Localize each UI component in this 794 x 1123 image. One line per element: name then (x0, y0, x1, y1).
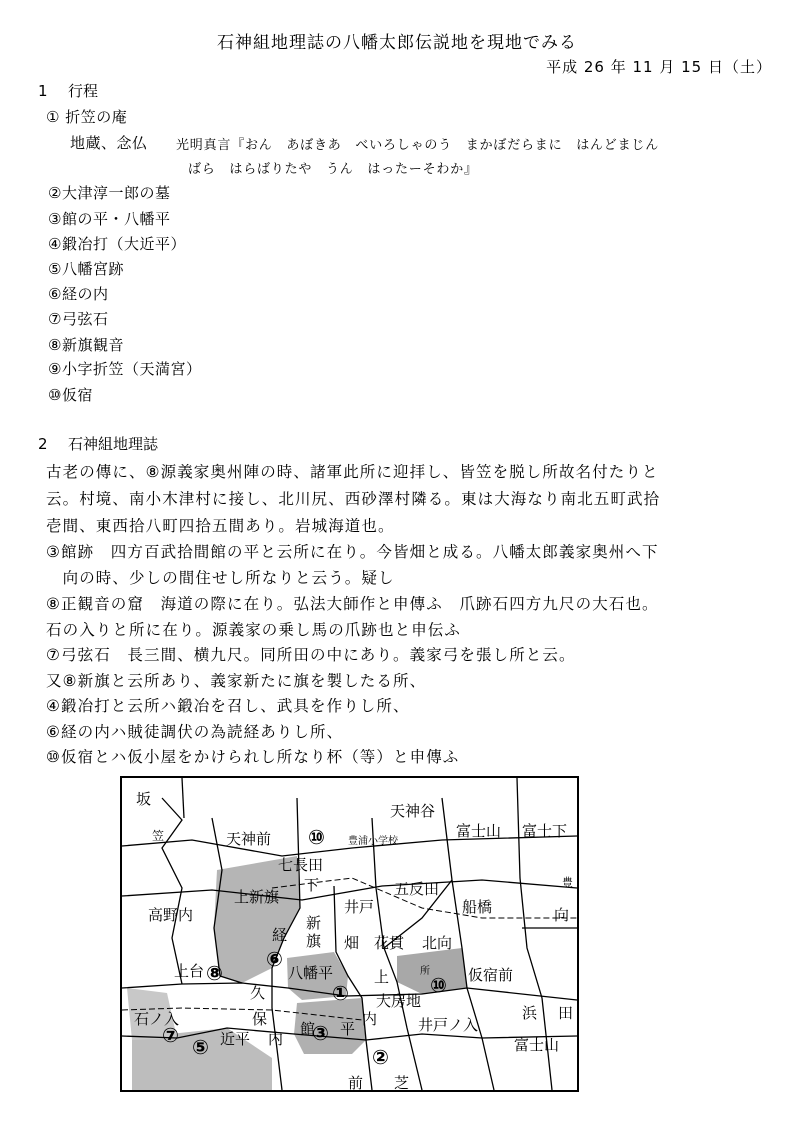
section1-heading (38, 80, 98, 101)
map-marker-5: ⑤ (192, 1035, 209, 1059)
map-label-idonoiri: 井戸ノ入 (418, 1016, 479, 1034)
text-line-11: ⑥経の内ハ賊徒調伏の為読経ありし所、 (46, 723, 344, 741)
map-label-muki: 向 (554, 906, 570, 924)
map-label-kamishinbata: 上新旗 (234, 888, 280, 906)
map-marker-9: ⑩ (308, 825, 325, 849)
map-marker-6: ⑥ (266, 947, 283, 971)
section2-title: 石神組地理誌 (68, 435, 159, 453)
text-line-7: 石の入りと所に在り。源義家の乗し馬の爪跡也と申伝ふ (46, 621, 462, 639)
map-marker-10: ⑩ (430, 973, 447, 997)
item-1-mantra-line-1: 光明真言『おん あぼきあ べいろしゃのう まかぼだらまに はんどまじん (176, 138, 660, 153)
text-line-12: ⑩仮宿とハ仮小屋をかけられし所なり杯（等）と申傳ふ (46, 748, 460, 766)
item-5: ⑤八幡宮跡 (48, 260, 124, 278)
map-label-hata: 旗 (306, 932, 322, 950)
text-line-8: ⑦弓弦石 長三間、横九尺。同所田の中にあり。義家弓を張し所と云。 (46, 646, 576, 664)
item-1-mantra-line-2: ばら はらばりたや うん はったーそわか』 (188, 162, 478, 177)
map-label-hanagai: 花貫 (374, 934, 405, 952)
map-label-taira: 平 (340, 1020, 356, 1038)
map-label-kubo-1: 久 (250, 984, 266, 1002)
map-label-chikahira: 近平 (220, 1030, 251, 1048)
map-label-sho: 所 (420, 966, 430, 977)
map-label-tenjindani: 天神谷 (390, 802, 436, 820)
item-7: ⑦弓弦石 (48, 310, 109, 328)
map-label-mae: 前 (348, 1074, 364, 1090)
text-line-4: ③館跡 四方百武拾間館の平と云所に在り。今皆畑と成る。八幡太郎義家奥州へ下 (46, 543, 659, 561)
map-marker-7: ⑦ (162, 1023, 179, 1047)
map-label-fujisan: 富士山 (456, 822, 502, 840)
item-8: ⑧新旗観音 (48, 336, 124, 354)
item-9: ⑨小字折笠（天満宮） (48, 360, 202, 378)
text-line-10: ④鍛冶打と云所ハ鍛冶を召し、武具を作りし所、 (46, 697, 410, 715)
map-label-kubo-3: 内 (268, 1030, 284, 1048)
map-label-fujishita: 富士下 (522, 822, 568, 840)
map-label-kamidai: 上台 (174, 962, 205, 980)
map-label-school: 豊浦小学校 (348, 836, 398, 847)
map-marker-8: ⑧ (206, 961, 223, 985)
map-marker-1: ① (332, 981, 349, 1005)
map-label-kitamuki: 北向 (422, 934, 453, 952)
item-6: ⑥経の内 (48, 285, 109, 303)
boundary-line (122, 880, 577, 900)
map-label-kubo-2: 保 (252, 1010, 268, 1028)
text-line-1: 古老の傳に、⑧源義家奥州陣の時、諸軍此所に迎拝し、皆笠を脱し所故名付たりと (46, 463, 659, 481)
map-label-gotanda: 五反田 (394, 880, 440, 898)
map-label-ishinoiri: 石ノ入 (134, 1010, 180, 1028)
map-label-karijukumae: 仮宿前 (468, 966, 514, 984)
item-3: ③館の平・八幡平 (48, 210, 171, 228)
map-label-tenjinmae: 天神前 (226, 830, 272, 848)
section2-heading (38, 433, 158, 454)
item-2: ②大津淳一郎の墓 (48, 184, 171, 202)
map-label-kyo: 経 (272, 926, 288, 944)
map-label-takanouchi: 高野内 (148, 906, 194, 924)
map-label-shin: 新 (306, 914, 322, 932)
item-4: ④鍛冶打（大近平） (48, 235, 186, 253)
map-label-funahashi: 船橋 (462, 898, 493, 916)
map-label-hama: 浜 (522, 1004, 538, 1022)
map-label-yashiki: 大房地 (376, 992, 422, 1010)
text-line-3: 壱間、東西拾八町四拾五間あり。岩城海道也。 (46, 517, 395, 535)
map-marker-2: ② (372, 1045, 389, 1069)
item-1: ① 折笠の庵 (46, 108, 128, 126)
item-1-sub-prefix: 地蔵、念仏 (70, 134, 148, 152)
page-title: 石神組地理誌の八幡太郎伝説地を現地でみる (217, 33, 577, 53)
map-label-ta: 田 (558, 1004, 574, 1022)
item-10: ⑩仮宿 (48, 386, 93, 404)
map-marker-3: ③ (312, 1021, 329, 1045)
text-line-5: 向の時、少しの間住せし所なりと云う。疑し (46, 569, 395, 587)
map-label-yutaka: 豊 (562, 876, 573, 889)
text-line-2: 云。村境、南小木津村に接し、北川尻、西砂澤村隣る。東は大海なり南北五町武拾 (46, 490, 661, 508)
map-label-iido: 井戸 (344, 898, 375, 916)
text-line-6: ⑧正観音の窟 海道の際に在り。弘法大師作と申傳ふ 爪跡石四方九尺の大石也。 (46, 595, 659, 613)
map-label-uchi2: 内 (362, 1010, 378, 1028)
map-label-nanaosada: 七長田 (278, 856, 324, 874)
map-label-kamo: 上 (374, 968, 390, 986)
map-label-hata2: 畑 (344, 934, 360, 952)
text-line-9: 又⑧新旗と云所あり、義家新たに旗を製したる所、 (46, 672, 427, 690)
boundary-line (122, 983, 577, 1000)
map-label-saka: 坂 (136, 790, 152, 808)
section1-number: 1 (38, 82, 48, 100)
date: 平成 26 年 11 月 15 日（土） (546, 58, 772, 76)
boundary-line (182, 778, 184, 818)
section1-title: 行程 (68, 82, 99, 100)
boundary-line (162, 798, 182, 984)
area-map (120, 776, 579, 1092)
map-label-shiba: 芝 (394, 1074, 410, 1090)
map-label-fujiyama2: 富士山 (514, 1036, 560, 1054)
map-label-hachimandaira: 八幡平 (288, 964, 334, 982)
map-label-shimo: 下 (304, 876, 320, 894)
map-label-kasa: 笠 (152, 829, 165, 843)
map-label-tate: 館 (300, 1020, 316, 1038)
section2-number: 2 (38, 435, 48, 453)
